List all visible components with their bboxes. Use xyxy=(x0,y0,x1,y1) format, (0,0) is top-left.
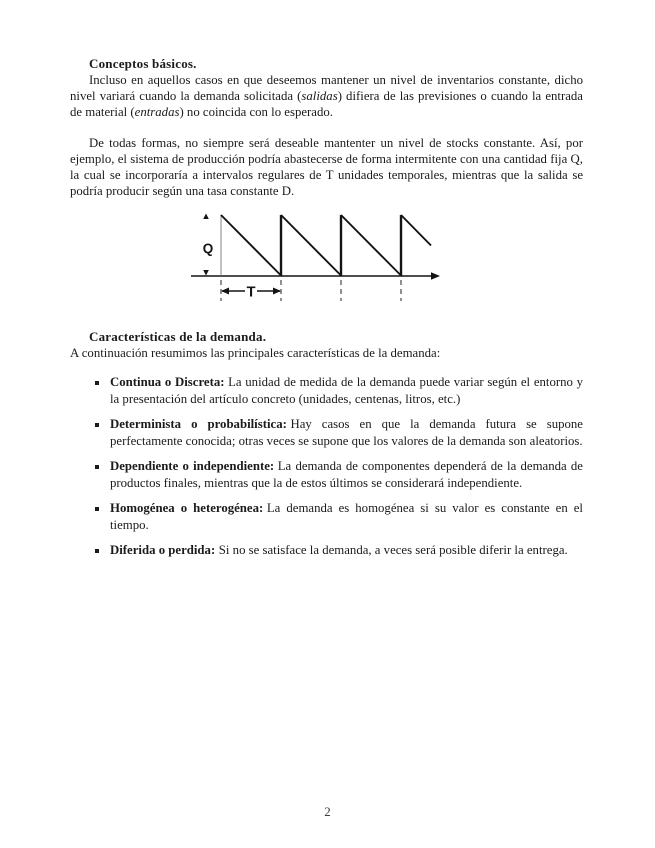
consumption-slope-line xyxy=(281,215,341,276)
bullet-text: Si no se satisface la demanda, a veces será posible diferir la entrega. xyxy=(218,543,568,557)
bullet-text: Hay casos en que la demanda futura se supone perfectamente conocida; otras veces se supone que los valores de la demanda son aleatorios. xyxy=(110,417,583,448)
bullet-term: Determinista o probabilística: xyxy=(110,417,287,431)
q-extent-down-arrow-icon xyxy=(203,270,209,276)
bullet-text: La unidad de medida de la demanda puede variar según el entorno y la presentación del artículo concreto (unidades, centenas, litros, etc.) xyxy=(110,375,584,406)
bullet-square-icon xyxy=(95,465,99,469)
demand-characteristics-list xyxy=(70,374,583,559)
t-interval-left-arrow-icon xyxy=(221,288,229,295)
section-heading-conceptos-basicos: Conceptos básicos. xyxy=(89,56,197,71)
bullet-square-icon xyxy=(95,423,99,427)
italic-term-entradas: entradas xyxy=(134,105,180,119)
time-axis-arrow-icon xyxy=(431,272,440,280)
page-number: 2 xyxy=(324,804,331,819)
bullet-square-icon xyxy=(95,507,99,511)
paragraph-inventory-level xyxy=(70,72,583,120)
section-intro-line: A continuación resumimos las principales características de la demanda: xyxy=(70,346,441,360)
list-item-homogenea-heterogenea xyxy=(70,500,583,533)
t-interval-right-arrow-icon xyxy=(273,288,281,295)
bullet-square-icon xyxy=(95,381,99,385)
consumption-slope-line xyxy=(401,215,431,246)
bullet-term: Diferida o perdida: xyxy=(110,543,216,557)
bullet-term: Continua o Discreta: xyxy=(110,375,225,389)
list-item-continua-discreta xyxy=(70,374,583,407)
paragraph-stock-replenishment: De todas formas, no siempre será deseable mantenter un nivel de stocks constante. Así, por ejemplo, el sistema de producción podría abastecerse de forma intermitente con una cantidad fija Q, la cual se incorporaría a intervalos regulares de T unidades temporales, mientras que la salida se podría producir según una tasa constante D. xyxy=(70,136,583,198)
bullet-term: Homogénea o heterogénea: xyxy=(110,501,264,515)
list-item-determinista-probabilistica xyxy=(70,416,583,449)
paragraph-text: ) no coincida con lo esperado. xyxy=(179,105,333,119)
list-item-dependiente-independiente xyxy=(70,458,583,491)
consumption-slope-line xyxy=(341,215,401,276)
list-item-diferida-perdida xyxy=(70,542,583,559)
paragraph-text: ) difiera de las previsiones o cuando la entrada de material ( xyxy=(70,89,583,119)
consumption-slope-line xyxy=(221,215,281,276)
q-axis-label: Q xyxy=(202,241,214,256)
sawtooth-diagram xyxy=(188,208,458,308)
inventory-sawtooth-figure xyxy=(188,208,458,308)
paragraph-text: Incluso en aquellos casos en que deseemos mantener un nivel de inventarios constante, dicho nivel variará cuando la demanda solicitada ( xyxy=(70,73,583,103)
page-content xyxy=(70,56,583,568)
q-extent-up-arrow-icon xyxy=(203,214,209,220)
section-heading-caracteristicas: Características de la demanda. xyxy=(89,329,267,344)
bullet-text: La demanda es homogénea si su valor es constante en el tiempo. xyxy=(110,501,583,532)
bullet-term: Dependiente o independiente: xyxy=(110,459,275,473)
t-interval-label: T xyxy=(246,284,256,301)
italic-term-salidas: salidas xyxy=(301,89,338,103)
bullet-square-icon xyxy=(95,549,99,553)
bullet-text: La demanda de componentes dependerá de la demanda de productos finales, mientras que la de estos últimos se considerará independiente. xyxy=(110,459,583,490)
